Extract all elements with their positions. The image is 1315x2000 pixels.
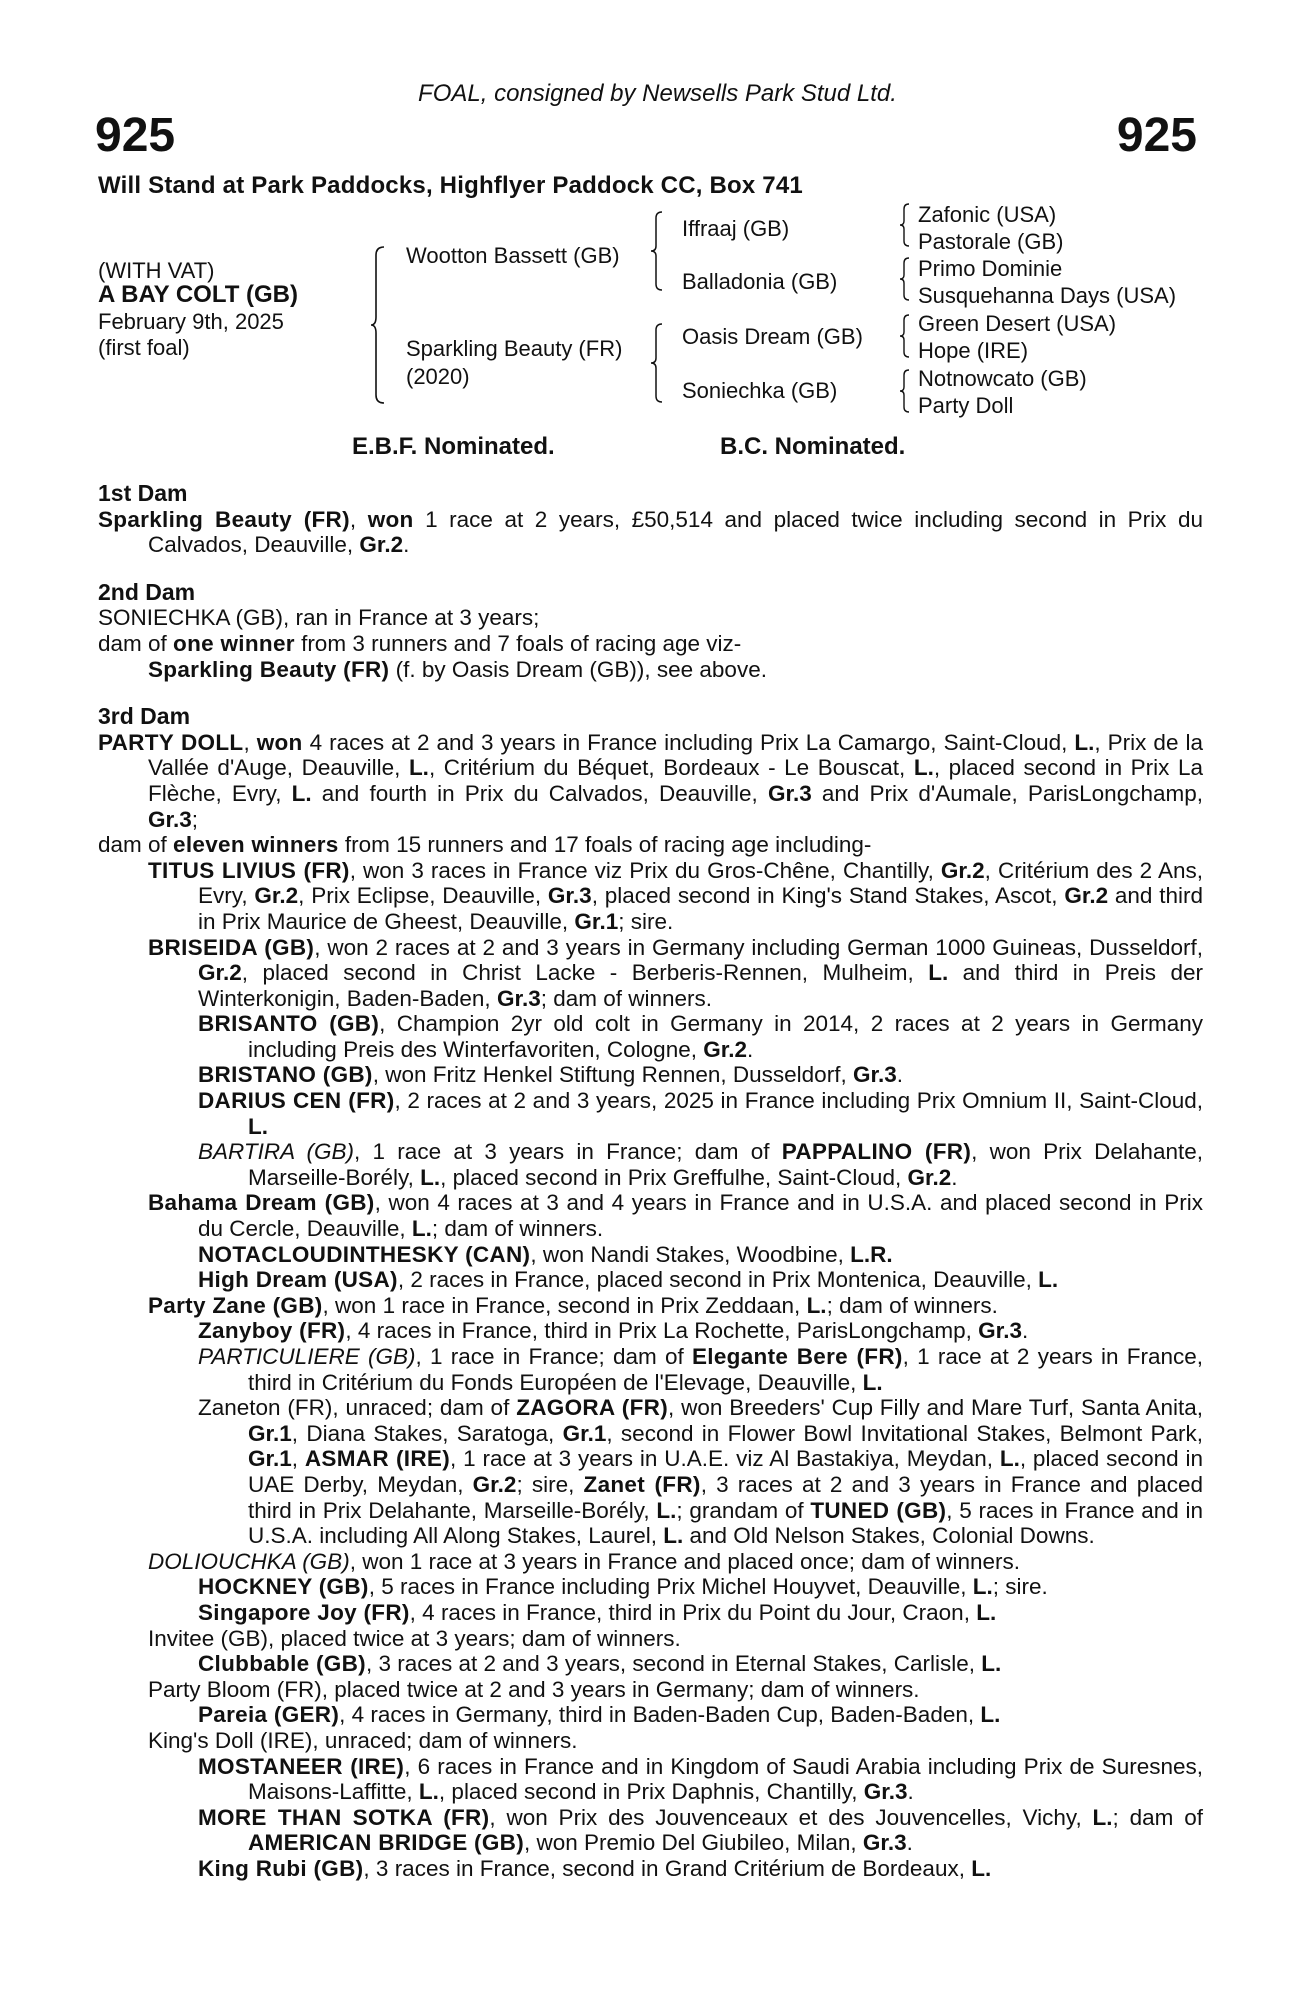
text-run: L. xyxy=(291,780,312,806)
text-run: Gr.1 xyxy=(574,908,619,934)
text-run: L. xyxy=(862,1369,883,1395)
text-run: Gr.3 xyxy=(496,985,541,1011)
pedigree-entry xyxy=(98,1242,1203,1268)
text-run: , won Nandi Stakes, Woodbine, xyxy=(530,1241,851,1267)
brace-dam xyxy=(650,322,664,404)
text-run: , placed second in Christ Lacke - Berberis-Rennen, Mulheim, xyxy=(241,960,929,986)
pedigree-entry xyxy=(98,1344,1203,1395)
text-run: Singapore Joy (FR) xyxy=(198,1599,410,1625)
pedigree-sire-sire: Iffraaj (GB) xyxy=(682,216,790,241)
text-run: , Diana Stakes, Saratoga, xyxy=(291,1420,563,1446)
pedigree-entry xyxy=(98,1318,1203,1344)
text-run: AMERICAN BRIDGE (GB) xyxy=(248,1830,524,1856)
text-run: King's Doll (IRE), unraced; dam of winners. xyxy=(148,1727,578,1753)
text-run: . xyxy=(896,1062,903,1088)
text-run: and fourth in Prix du Calvados, Deauville, xyxy=(311,780,768,806)
subject-vat: (WITH VAT) xyxy=(98,258,215,283)
text-run: L. xyxy=(1038,1267,1059,1293)
pedigree-entry xyxy=(98,1395,1203,1549)
text-run: MORE THAN SOTKA (FR) xyxy=(198,1804,490,1830)
text-run: BRISTANO (GB) xyxy=(198,1062,373,1088)
pedigree-entry xyxy=(98,657,1203,683)
text-run: eleven winners xyxy=(173,832,339,858)
text-run: from 15 runners and 17 foals of racing age including- xyxy=(338,832,872,858)
text-run: SONIECHKA (GB), ran in France at 3 years; xyxy=(98,605,540,631)
pedigree-dsd: Hope (IRE) xyxy=(918,338,1029,363)
text-run: won xyxy=(367,506,414,532)
brace-sd xyxy=(899,256,911,302)
brace-sire xyxy=(650,210,664,292)
text-run: Party Zane (GB) xyxy=(148,1292,323,1318)
text-run: , won Prix Delahante, Marseille-Borély, xyxy=(248,1139,1203,1190)
text-run: ZAGORA (FR) xyxy=(516,1395,668,1421)
text-run: L. xyxy=(981,1651,1002,1677)
text-run: TITUS LIVIUS (FR) xyxy=(148,857,350,883)
text-run: Gr.2 xyxy=(940,857,985,883)
text-run: 4 races at 2 and 3 years in France including Prix La Camargo, Saint-Cloud, xyxy=(302,729,1075,755)
text-run: 1 race at 2 years, £50,514 and placed twice including second in Prix du Calvados, Deauville, xyxy=(148,506,1203,558)
text-run: BRISEIDA (GB) xyxy=(148,934,315,960)
text-run: , 4 races in France, third in Prix La Rochette, ParisLongchamp, xyxy=(345,1318,979,1344)
pedigree-sss: Zafonic (USA) xyxy=(918,202,1057,227)
text-run: BRISANTO (GB) xyxy=(198,1011,380,1037)
text-run: , won 1 race at 3 years in France and placed once; dam of winners. xyxy=(349,1548,1021,1574)
pedigree-entry xyxy=(98,1293,1203,1319)
first-dam-entry xyxy=(98,507,1203,558)
text-run: , placed second in Prix Greffulhe, Saint-Cloud, xyxy=(440,1164,908,1190)
text-run: (f. by Oasis Dream (GB)), see above. xyxy=(389,656,767,682)
text-run: ; xyxy=(191,806,199,832)
pedigree-sire-dam: Balladonia (GB) xyxy=(682,269,838,294)
text-run: Gr.2 xyxy=(703,1036,748,1062)
text-run: , 4 races in France, third in Prix du Point du Jour, Craon, xyxy=(409,1599,977,1625)
text-run: PAPPALINO (FR) xyxy=(781,1139,972,1165)
pedigree-entry xyxy=(98,1549,1203,1575)
text-run: DARIUS CEN (FR) xyxy=(198,1088,395,1114)
pedigree-entry xyxy=(98,1677,1203,1703)
text-run: from 3 runners and 7 foals of racing age viz- xyxy=(294,630,742,656)
text-run: L. xyxy=(418,1779,439,1805)
text-run: BARTIRA (GB) xyxy=(198,1139,355,1165)
pedigree-dss: Green Desert (USA) xyxy=(918,311,1117,336)
text-run: ; grandam of xyxy=(676,1497,811,1523)
pedigree-dam-sire: Oasis Dream (GB) xyxy=(682,324,863,349)
pedigree-entry xyxy=(98,1011,1203,1062)
text-run: HOCKNEY (GB) xyxy=(198,1574,369,1600)
text-run: PARTICULIERE (GB) xyxy=(198,1344,416,1369)
text-run: Clubbable (GB) xyxy=(198,1651,366,1677)
text-run: Bahama Dream (GB) xyxy=(148,1190,375,1216)
text-run: , second in Flower Bowl Invitational Stakes, Belmont Park, xyxy=(606,1420,1203,1446)
text-run: , 3 races at 2 and 3 years in France and placed third in Prix Delahante, Marseille-Borély, xyxy=(248,1471,1203,1523)
text-run: Zanet (FR) xyxy=(583,1471,701,1497)
text-run: Gr.2 xyxy=(359,532,404,558)
text-run: , placed second in King's Stand Stakes, Ascot, xyxy=(591,883,1065,909)
text-run: Gr.3 xyxy=(978,1318,1022,1344)
text-run: dam of xyxy=(98,832,174,858)
brace-ds xyxy=(899,313,911,359)
consignment-line: FOAL, consigned by Newsells Park Stud Ltd. xyxy=(418,80,897,107)
text-run: , 3 races at 2 and 3 years, second in Eternal Stakes, Carlisle, xyxy=(365,1651,982,1677)
pedigree-entry xyxy=(98,832,1203,858)
text-run: Gr.3 xyxy=(547,883,592,909)
text-run: , Prix Eclipse, Deauville, xyxy=(298,883,548,909)
pedigree-sdd: Susquehanna Days (USA) xyxy=(918,283,1177,308)
pedigree-dam-year: (2020) xyxy=(406,364,470,389)
text-run: , 5 races in France and in U.S.A. including All Along Stakes, Laurel, xyxy=(248,1497,1203,1549)
text-run: , 2 races in France, placed second in Prix Montenica, Deauville, xyxy=(397,1267,1039,1293)
stand-location: Will Stand at Park Paddocks, Highflyer Paddock CC, Box 741 xyxy=(98,172,803,199)
pedigree-entry xyxy=(98,858,1203,935)
text-run: . xyxy=(907,1779,914,1805)
text-run: , won 3 races in France viz Prix du Gros-Chêne, Chantilly, xyxy=(349,857,941,883)
text-run: one winner xyxy=(173,630,295,656)
text-run: , won Fritz Henkel Stiftung Rennen, Dusseldorf, xyxy=(372,1062,853,1088)
catalogue-body xyxy=(98,481,1203,1881)
text-run: , 1 race in France; dam of xyxy=(415,1344,692,1369)
text-run: L. xyxy=(972,1574,993,1600)
text-run: . xyxy=(747,1036,754,1062)
bc-nominated: B.C. Nominated. xyxy=(720,433,906,460)
second-dam-heading: 2nd Dam xyxy=(98,578,196,605)
pedigree-ssd: Pastorale (GB) xyxy=(918,229,1064,254)
text-run: L. xyxy=(976,1599,997,1625)
text-run: L. xyxy=(408,755,429,781)
text-run: , won Premio Del Giubileo, Milan, xyxy=(524,1830,863,1856)
pedigree-dam: Sparkling Beauty (FR) xyxy=(406,336,623,361)
text-run: Gr.3 xyxy=(852,1062,897,1088)
text-run: Gr.1 xyxy=(248,1446,292,1472)
text-run: , 1 race at 2 years in France, third in Critérium du Fonds Européen de l'Elevage, Deauville, xyxy=(248,1344,1203,1395)
text-run: Gr.3 xyxy=(863,1779,908,1805)
pedigree-sire: Wootton Bassett (GB) xyxy=(406,243,620,268)
text-run: Zaneton (FR), unraced; dam of xyxy=(198,1395,517,1421)
third-dam-heading: 3rd Dam xyxy=(98,703,191,730)
pedigree-entry xyxy=(98,1651,1203,1677)
text-run: , placed second in Prix La Flèche, Evry, xyxy=(148,755,1203,806)
text-run: ASMAR (IRE) xyxy=(304,1446,451,1472)
text-run: L. xyxy=(1092,1804,1113,1830)
text-run: , 6 races in France and in Kingdom of Saudi Arabia including Prix de Suresnes, Maisons-Laffitte, xyxy=(248,1753,1203,1805)
pedigree-entry xyxy=(98,1600,1203,1626)
text-run: , xyxy=(291,1446,305,1472)
text-run: TUNED (GB) xyxy=(810,1497,947,1523)
pedigree-entry xyxy=(98,1702,1203,1728)
text-run: and third in Prix Maurice de Gheest, Deauville, xyxy=(198,883,1203,934)
subject-dob: February 9th, 2025 xyxy=(98,309,284,334)
text-run: and Prix d'Aumale, ParisLongchamp, xyxy=(811,780,1203,806)
text-run: and third in Preis der Winterkonigin, Baden-Baden, xyxy=(198,960,1203,1011)
text-run: ; dam of xyxy=(1112,1804,1203,1830)
pedigree-sds: Primo Dominie xyxy=(918,256,1063,281)
text-run: Zanyboy (FR) xyxy=(198,1318,346,1344)
text-run: , won 1 race in France, second in Prix Zeddaan, xyxy=(322,1292,807,1318)
brace-dd xyxy=(899,368,911,414)
text-run: ; dam of winners. xyxy=(826,1292,998,1318)
text-run: Gr.3 xyxy=(862,1830,907,1856)
subject-name: A BAY COLT (GB) xyxy=(98,281,299,308)
lot-number-right: 925 xyxy=(1116,109,1197,162)
text-run: L. xyxy=(656,1497,677,1523)
pedigree-ddd: Party Doll xyxy=(918,393,1014,418)
text-run: ; sire. xyxy=(992,1574,1048,1600)
text-run: . xyxy=(906,1830,913,1856)
third-dam-entries xyxy=(98,730,1203,1882)
brace-ss xyxy=(899,202,911,248)
text-run: Party Bloom (FR), placed twice at 2 and 3 years in Germany; dam of winners. xyxy=(148,1676,920,1702)
text-run: dam of xyxy=(98,630,174,656)
text-run: L. xyxy=(411,1216,432,1242)
text-run: ; sire, xyxy=(516,1471,584,1497)
text-run: , 3 races in France, second in Grand Critérium de Bordeaux, xyxy=(363,1855,972,1881)
text-run: , placed second in Prix Daphnis, Chantilly, xyxy=(438,1779,864,1805)
pedigree-entry xyxy=(98,730,1203,832)
text-run: DOLIOUCHKA (GB) xyxy=(148,1548,350,1574)
text-run: ; dam of winners. xyxy=(540,985,713,1011)
text-run: , 1 race at 3 years in France; dam of xyxy=(354,1139,782,1165)
text-run: L. xyxy=(1074,729,1095,755)
text-run: Gr.2 xyxy=(472,1471,517,1497)
text-run: Gr.3 xyxy=(148,806,192,832)
pedigree-entry xyxy=(98,605,1203,631)
text-run: . xyxy=(951,1164,958,1190)
text-run: L. xyxy=(971,1855,992,1881)
text-run: Gr.2 xyxy=(198,960,242,986)
text-run: MOSTANEER (IRE) xyxy=(198,1753,405,1779)
pedigree-entry xyxy=(98,1267,1203,1293)
pedigree-entry xyxy=(98,1062,1203,1088)
text-run: High Dream (USA) xyxy=(198,1267,398,1293)
text-run: , 5 races in France including Prix Michel Houyvet, Deauville, xyxy=(368,1574,973,1600)
pedigree-entry xyxy=(98,1728,1203,1754)
text-run: Gr.2 xyxy=(1064,883,1109,909)
text-run: Sparkling Beauty (FR) xyxy=(98,506,350,532)
text-run: Sparkling Beauty (FR) xyxy=(148,656,390,682)
text-run: . xyxy=(403,532,410,558)
pedigree-entry xyxy=(98,1856,1203,1882)
text-run: NOTACLOUDINTHESKY (CAN) xyxy=(198,1241,531,1267)
text-run: L. xyxy=(420,1164,441,1190)
text-run: and Old Nelson Stakes, Colonial Downs. xyxy=(683,1523,1095,1549)
first-dam-heading: 1st Dam xyxy=(98,480,188,506)
subject-note: (first foal) xyxy=(98,335,190,360)
pedigree-entry xyxy=(98,1190,1203,1241)
text-run: , Critérium du Béquet, Bordeaux - Le Bouscat, xyxy=(428,755,914,781)
text-run: won xyxy=(256,729,303,755)
pedigree-entry xyxy=(98,1139,1203,1190)
text-run: , 4 races in Germany, third in Baden-Baden Cup, Baden-Baden, xyxy=(339,1702,981,1728)
pedigree-dds: Notnowcato (GB) xyxy=(918,366,1087,391)
second-dam-entries xyxy=(98,605,1203,682)
pedigree-entry xyxy=(98,1574,1203,1600)
text-run: . xyxy=(1021,1318,1029,1344)
text-run: L. xyxy=(806,1292,827,1318)
text-run: , 1 race at 3 years in U.A.E. viz Al Bastakiya, Meydan, xyxy=(450,1446,1000,1472)
text-run: PARTY DOLL xyxy=(98,729,244,755)
text-run: L. xyxy=(928,960,949,986)
text-run: L. xyxy=(248,1113,268,1139)
text-run: Gr.2 xyxy=(907,1164,952,1190)
text-run: , Critérium des 2 Ans, Evry, xyxy=(198,857,1203,909)
text-run: , 2 races at 2 and 3 years, 2025 in France including Prix Omnium II, Saint-Cloud, xyxy=(394,1088,1203,1114)
text-run: L.R. xyxy=(850,1241,893,1267)
pedigree-dam-dam: Soniechka (GB) xyxy=(682,378,838,403)
text-run: Gr.1 xyxy=(562,1420,607,1446)
text-run: , Champion 2yr old colt in Germany in 2014, 2 races at 2 years in Germany including Preis des Winterfavoriten, Cologne, xyxy=(248,1011,1203,1062)
text-run: , xyxy=(349,506,368,532)
text-run: , placed second in UAE Derby, Meydan, xyxy=(248,1446,1203,1497)
pedigree-entry xyxy=(98,1754,1203,1805)
text-run: ; dam of winners. xyxy=(431,1216,604,1242)
text-run: L. xyxy=(663,1523,684,1549)
text-run: L. xyxy=(913,755,934,781)
text-run: , xyxy=(243,729,257,755)
text-run: , won Prix des Jouvenceaux et des Jouvencelles, Vichy, xyxy=(489,1804,1093,1830)
pedigree-entry xyxy=(98,1088,1203,1139)
text-run: , won 2 races at 2 and 3 years in Germany including German 1000 Guineas, Dusseldorf, xyxy=(314,934,1203,960)
text-run: Pareia (GER) xyxy=(198,1702,340,1728)
lot-number-left: 925 xyxy=(95,109,176,162)
text-run: Elegante Bere (FR) xyxy=(692,1344,903,1369)
text-run: L. xyxy=(980,1702,1001,1728)
pedigree-entry xyxy=(98,1805,1203,1856)
pedigree-entry xyxy=(98,631,1203,657)
text-run: , won 4 races at 3 and 4 years in France and in U.S.A. and placed second in Prix du Cercle, Deauville, xyxy=(198,1190,1203,1242)
text-run: , won Breeders' Cup Filly and Mare Turf, Santa Anita, xyxy=(667,1395,1203,1421)
text-run: , Prix de la Vallée d'Auge, Deauville, xyxy=(148,729,1203,781)
brace-main xyxy=(370,245,386,405)
ebf-nominated: E.B.F. Nominated. xyxy=(352,433,555,460)
text-run: King Rubi (GB) xyxy=(198,1855,364,1881)
text-run: Gr.2 xyxy=(254,883,299,909)
pedigree-entry xyxy=(98,1626,1203,1652)
text-run: Gr.1 xyxy=(248,1420,292,1446)
text-run: ; sire. xyxy=(618,908,674,934)
text-run: Invitee (GB), placed twice at 3 years; dam of winners. xyxy=(148,1625,681,1651)
pedigree-entry xyxy=(98,935,1203,1012)
text-run: L. xyxy=(999,1446,1020,1472)
text-run: Gr.3 xyxy=(767,780,812,806)
